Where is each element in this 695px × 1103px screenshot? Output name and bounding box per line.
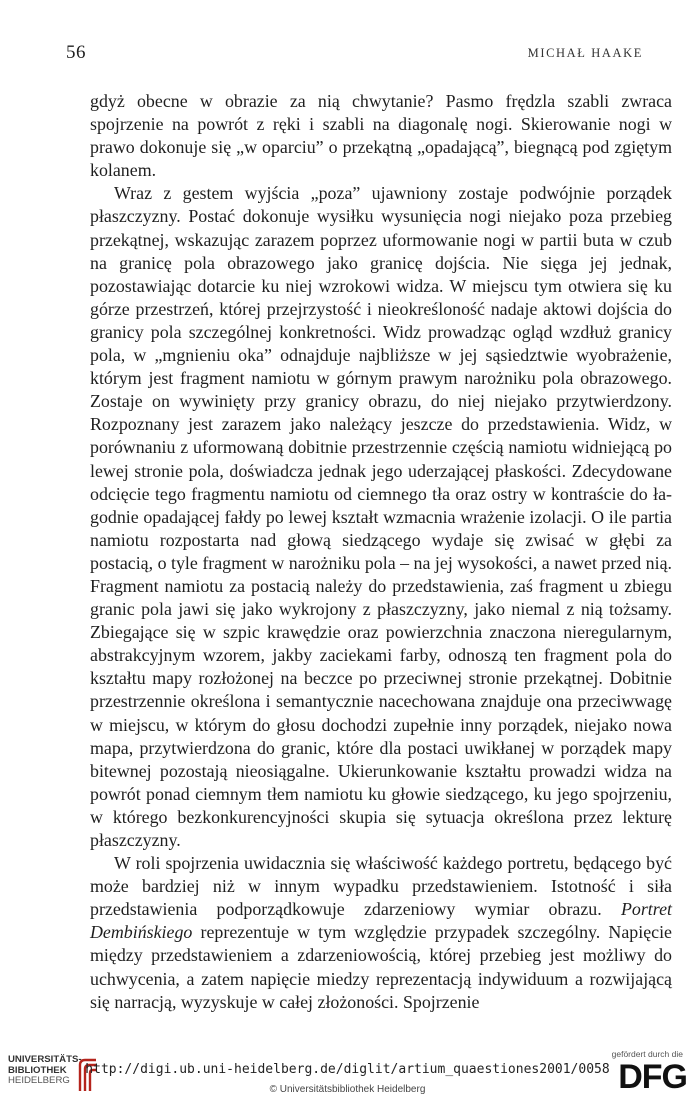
digitization-footer xyxy=(0,1045,695,1103)
paragraph xyxy=(90,852,672,1014)
body-text xyxy=(90,90,672,1014)
dfg-logo-text: DFG xyxy=(618,1058,687,1096)
paragraph-text: W roli spojrzenia uwidacznia się właściwość każdego portretu, będącego być może bardziej niż w innym wypadku przedstawieniem. Istotność i siła przedstawienia podporządkowuje zdarzeniowy wymiar obrazu. xyxy=(90,853,672,920)
running-head: MICHAŁ HAAKE xyxy=(527,46,643,60)
copyright-notice: © Universitätsbibliothek Heidelberg xyxy=(269,1084,426,1095)
paragraph: Wraz z gestem wyjścia „poza” ujawniony zostaje podwójnie porządek płaszczyzny. Postać dokonuje wysiłku wysunięcia nogi niejako poza przebieg przekątnej, wskazując zarazem poprzez uformowanie nogi w partii buta w czub na granicę pola obrazowego jako granicę dojścia. Nie sięga jej jednak, pozostawiając dotarcie ku niej wzrokowi widza. W miejscu tym otwiera się ku górze przestrzeń, której przejrzystość i nieokreśloność nadaje aktowi dojścia do granicy pola szczególnej konkretności. Widz prowadząc ogląd wzdłuż granicy pola, w „mgnieniu oka” odnajduje najbliższe w jej sąsiedztwie wyobrażenie, którym jest fragment namiotu w górnym prawym narożniku pola obrazowego. Zostaje on wywinięty przy granicy obrazu, do niej niejako przytwierdzony. Rozpoznany jest zarazem jako należący jeszcze do przedstawienia. Widz, w porównaniu z uformowaną dobitnie przestrzennie częścią namiotu widniejącą po lewej stronie pola, doświadcza jednak jego uderzającej płaskości. Zdecydowane odcięcie tego fragmentu namiotu od ciemnego tła oraz ostry w kontraście do łagodnie opadającej fałdy po lewej kształt wzmacnia wrażenie izolacji. O ile partia namiotu rozpostarta nad głową siedzącego wydaje się zwisać w głębi za postacią, o tyle fragment w narożniku pola – na jej wysokości, a nawet przed nią. Fragment namiotu za postacią należy do przedstawienia, zaś fragment u zbiegu granic pola jawi się jako wykrojony z płaszczyzny, jako niemal z nią tożsamy. Zbiegające się w szpic krawędzie oraz powierzchnia znaczona nieregularnym, abstrakcyjnym wzorem, jakby zaciekami farby, odnoszą ten fragment pola do kształtu mapy rozłożonej na beczce po przeciwnej stronie przekątnej. Dobitnie przestrzennie określona i semantycznie nacechowana znajduje ona przeciwwagę w miejscu, w którym do głosu dochodzi zupełnie inny porządek, niejako nowa mapa, przytwierdzona do granic, które dla postaci uwikłanej w porządek mapy bitewnej pozostają nieosiągalne. Ukierunkowanie kształtu prowadzi widza na powrót ponad ciemnym tłem namiotu ku głowie siedzącego, ku jego spojrzeniu, w którego bezkonkurencyjności skupia się sytuacja określona przez lekturę płaszczyzny. xyxy=(90,183,672,850)
library-name-line: UNIVERSITÄTS- xyxy=(8,1054,82,1065)
paragraph-text: reprezentuje w tym względzie przypadek szczególny. Napięcie między przedstawieniem a zdarzeniowością, której przebieg jest możliwy do uchwycenia, a zatem napięcie miedzy reprezentacją indywiduum a rozwijającą się narracją, wyzyskuje w całej złożoności. Spojrzenie xyxy=(90,922,672,1012)
italic-title: Portret Dembińskiego xyxy=(90,899,672,943)
library-name-line: BIBLIOTHEK xyxy=(8,1064,67,1076)
page-number: 56 xyxy=(66,42,86,63)
dfg-logo[interactable] xyxy=(597,1049,687,1099)
library-name-line: HEIDELBERG xyxy=(8,1075,70,1086)
permalink[interactable]: http://digi.ub.uni-heidelberg.de/diglit/artium_quaestiones2001/0058 xyxy=(85,1062,610,1077)
paragraph: gdyż obecne w obrazie za nią chwytanie? Pasmo frędzla szabli zwraca spojrzenie na powrót z ręki i szabli na diagonalę nogi. Skierowanie nogi w prawo dokonuje się „w oparciu” o przekątną „opadającą”, biegnącą pod zgiętym kolanem. xyxy=(90,91,672,181)
funded-by-label: gefördert durch die xyxy=(611,1049,683,1059)
